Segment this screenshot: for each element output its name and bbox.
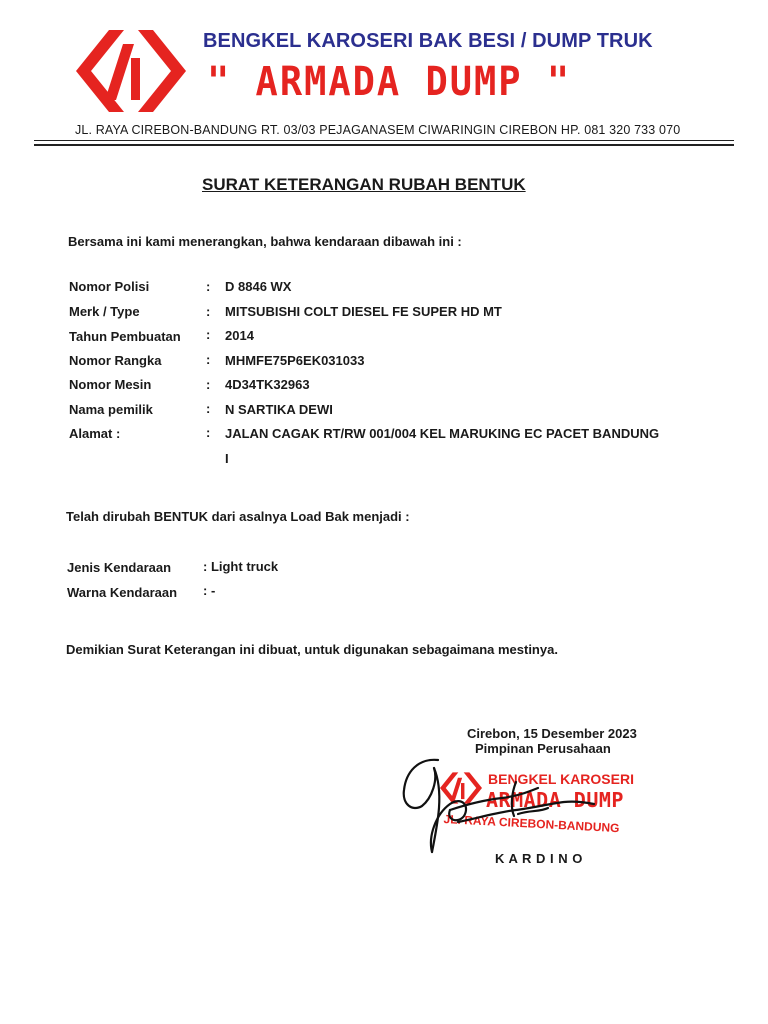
place-date: Cirebon, 15 Desember 2023: [467, 726, 637, 741]
company-logo-icon: [76, 30, 186, 112]
company-tagline: BENGKEL KAROSERI BAK BESI / DUMP TRUK: [203, 30, 653, 52]
signature-icon: [398, 752, 598, 862]
field-colon: :: [206, 377, 211, 392]
new-form-label: Jenis Kendaraan: [67, 560, 172, 575]
field-value-continuation: I: [225, 451, 229, 466]
field-colon: :: [206, 425, 211, 440]
field-value: N SARTIKA DEWI: [225, 402, 333, 417]
stamp-line-3: JL. RAYA CIREBON-BANDUNG: [443, 812, 620, 836]
field-value: MHMFE75P6EK031033: [225, 353, 365, 368]
field-colon: :: [206, 352, 211, 367]
field-colon: :: [206, 327, 211, 342]
field-value: 2014: [225, 328, 254, 343]
new-form-value: : Light truck: [203, 559, 279, 574]
field-label: Tahun Pembuatan: [69, 329, 181, 344]
field-value: MITSUBISHI COLT DIESEL FE SUPER HD MT: [225, 304, 502, 319]
field-label: Nama pemilik: [69, 402, 153, 417]
change-statement: Telah dirubah BENTUK dari asalnya Load Bak menjadi :: [66, 509, 410, 524]
header-divider-thin: [34, 140, 734, 141]
field-label: Nomor Polisi: [69, 279, 150, 294]
closing-text: Demikian Surat Keterangan ini dibuat, untuk digunakan sebagaimana mestinya.: [66, 642, 558, 657]
field-value: D 8846 WX: [225, 279, 292, 294]
signer-name: K A R D I N O: [495, 851, 583, 866]
company-name: " ARMADA DUMP ": [207, 58, 572, 105]
field-label: Nomor Rangka: [69, 353, 162, 368]
document-title: SURAT KETERANGAN RUBAH BENTUK: [202, 175, 526, 194]
intro-text: Bersama ini kami menerangkan, bahwa kendaraan dibawah ini :: [68, 234, 462, 249]
stamp-line-1: BENGKEL KAROSERI: [488, 771, 634, 787]
field-label: Nomor Mesin: [69, 377, 152, 392]
stamp-line-2: ARMADA DUMP: [486, 788, 624, 812]
company-address: JL. RAYA CIREBON-BANDUNG RT. 03/03 PEJAGANASEM CIWARINGIN CIREBON HP. 081 320 733 070: [75, 123, 681, 137]
header-divider-thick: [34, 144, 734, 146]
new-form-label: Warna Kendaraan: [67, 585, 178, 600]
field-colon: :: [206, 304, 211, 319]
field-label: Alamat :: [69, 426, 121, 441]
field-label: Merk / Type: [69, 304, 140, 319]
signer-position: Pimpinan Perusahaan: [475, 741, 611, 756]
field-colon: :: [206, 401, 211, 416]
field-colon: :: [206, 279, 211, 294]
field-value: 4D34TK32963: [225, 377, 310, 392]
new-form-value: : -: [203, 583, 216, 598]
field-value: JALAN CAGAK RT/RW 001/004 KEL MARUKING EC PACET BANDUNG: [225, 426, 660, 441]
